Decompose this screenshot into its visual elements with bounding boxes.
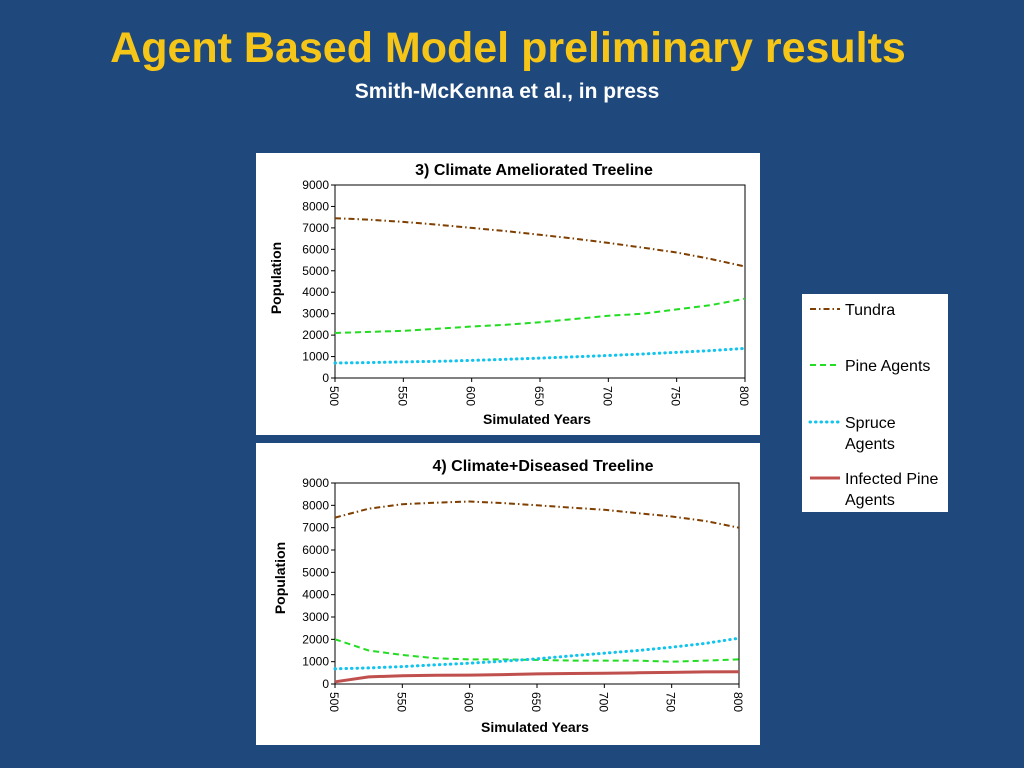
chart-legend-svg bbox=[802, 294, 948, 512]
x-tick-label: 500 bbox=[327, 386, 341, 407]
y-tick-label: 4000 bbox=[302, 587, 329, 602]
x-tick-label: 750 bbox=[668, 386, 683, 407]
y-tick-label: 2000 bbox=[302, 632, 329, 647]
x-tick-label: 700 bbox=[600, 386, 615, 407]
x-tick-label: 550 bbox=[394, 692, 409, 713]
plot-area bbox=[335, 185, 745, 378]
legend-label-pine: Pine Agents bbox=[845, 358, 931, 375]
x-tick-label: 650 bbox=[529, 692, 543, 713]
y-axis-label: Population bbox=[268, 241, 284, 315]
legend-label-tundra: Tundra bbox=[845, 302, 896, 319]
y-tick-label: 9000 bbox=[302, 476, 329, 490]
slide-subtitle: Smith-McKenna et al., in press bbox=[354, 80, 660, 103]
y-tick-label: 7000 bbox=[302, 220, 329, 235]
chart-legend bbox=[802, 294, 948, 512]
y-tick-label: 4000 bbox=[302, 285, 329, 300]
series-line-tundra bbox=[335, 218, 745, 266]
y-tick-label: 7000 bbox=[302, 520, 329, 535]
series-line-spruce bbox=[335, 348, 745, 363]
y-tick-label: 5000 bbox=[302, 263, 329, 278]
y-tick-label: 8000 bbox=[302, 199, 329, 214]
y-tick-label: 5000 bbox=[302, 565, 329, 580]
x-tick-label: 600 bbox=[463, 386, 478, 407]
x-tick-label: 750 bbox=[663, 692, 678, 713]
chart-climate-diseased bbox=[256, 443, 760, 745]
chart-climate-ameliorated-svg bbox=[256, 153, 760, 435]
x-tick-label: 700 bbox=[596, 692, 611, 713]
x-tick-label: 800 bbox=[731, 692, 745, 713]
y-tick-label: 0 bbox=[322, 371, 329, 385]
y-axis-label: Population bbox=[272, 541, 288, 615]
y-tick-label: 1000 bbox=[302, 349, 329, 364]
x-tick-label: 550 bbox=[395, 386, 410, 407]
y-tick-label: 6000 bbox=[302, 543, 329, 557]
y-tick-label: 2000 bbox=[302, 328, 329, 343]
legend-label-infected: Agents bbox=[845, 492, 895, 509]
x-tick-label: 600 bbox=[461, 692, 476, 713]
y-tick-label: 3000 bbox=[302, 306, 329, 321]
y-tick-label: 1000 bbox=[302, 654, 329, 669]
x-tick-label: 500 bbox=[327, 692, 341, 713]
x-tick-label: 650 bbox=[532, 386, 546, 407]
y-tick-label: 0 bbox=[322, 677, 329, 691]
series-line-infected bbox=[335, 672, 739, 682]
series-line-pine bbox=[335, 299, 745, 333]
x-tick-label: 800 bbox=[737, 386, 751, 407]
y-tick-label: 9000 bbox=[302, 178, 329, 192]
x-axis-label: Simulated Years bbox=[483, 411, 591, 427]
chart-title: 4) Climate+Diseased Treeline bbox=[432, 458, 654, 475]
x-axis-label: Simulated Years bbox=[481, 719, 589, 735]
chart-climate-diseased-svg bbox=[256, 443, 760, 745]
legend-label-spruce: Agents bbox=[845, 436, 895, 453]
y-tick-label: 3000 bbox=[302, 610, 329, 624]
y-tick-label: 6000 bbox=[302, 242, 329, 257]
chart-climate-ameliorated bbox=[256, 153, 760, 435]
legend-label-spruce: Spruce bbox=[845, 415, 896, 432]
y-tick-label: 8000 bbox=[302, 498, 329, 513]
legend-label-infected: Infected Pine bbox=[845, 471, 939, 488]
slide-title: Agent Based Model preliminary results bbox=[110, 24, 906, 72]
chart-title: 3) Climate Ameliorated Treeline bbox=[415, 162, 653, 179]
